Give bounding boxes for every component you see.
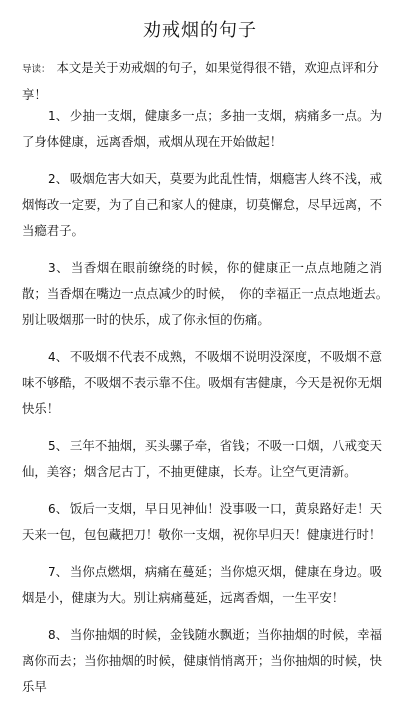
item-number: 5、 bbox=[48, 439, 68, 453]
item-number: 6、 bbox=[48, 502, 68, 516]
item-text: 当你点燃烟，病痛在蔓延；当你熄灭烟，健康在身边。吸烟是小，健康为大。别让病痛蔓延，远离香烟，一生平安！ bbox=[22, 564, 383, 605]
item-number: 4、 bbox=[48, 350, 68, 364]
list-item bbox=[22, 103, 382, 155]
list-item bbox=[22, 496, 382, 548]
list-item bbox=[22, 622, 382, 700]
item-text: 饭后一支烟，早日见神仙！没事吸一口，黄泉路好走！天天来一包，包包藏把刀！敬你一支烟，祝你早归天！健康进行时！ bbox=[22, 501, 383, 542]
item-text: 吸烟危害大如天，莫要为此乱性情，烟瘾害人终不浅，戒烟悔改一定要，为了自己和家人的健康，切莫懈怠，尽早远离，不当瘾君子。 bbox=[22, 171, 383, 238]
item-text: 不吸烟不代表不成熟，不吸烟不说明没深度，不吸烟不意味不够酷，不吸烟不表示靠不住。吸烟有害健康，今天是祝你无烟快乐！ bbox=[22, 349, 383, 416]
list-item bbox=[22, 166, 382, 244]
item-text: 当香烟在眼前缭绕的时候，你的健康正一点点地随之消散；当香烟在嘴边一点点减少的时候， 你的幸福正一点点地逝去。 别让吸烟那一时的快乐，成了你永恒的伤痛。 bbox=[22, 260, 395, 327]
list-item bbox=[22, 255, 395, 333]
list-item bbox=[22, 344, 382, 422]
intro-label: 导读： bbox=[22, 64, 51, 75]
item-number: 8、 bbox=[48, 628, 68, 642]
intro-text: 本文是关于劝戒烟的句子，如果觉得很不错，欢迎点评和分享！ bbox=[22, 60, 379, 102]
item-text: 三年不抽烟，买头骡子牵，省钱；不吸一口烟，八戒变天仙，美容；烟含尼古丁，不抽更健康，长寿。让空气更清新。 bbox=[22, 438, 383, 479]
item-number: 2、 bbox=[48, 172, 68, 186]
list-item bbox=[22, 559, 382, 611]
item-text: 当你抽烟的时候，金钱随水飘逝；当你抽烟的时候，幸福离你而去；当你抽烟的时候，健康悄悄离开；当你抽烟的时候，快乐早 bbox=[22, 627, 383, 694]
item-number: 1、 bbox=[48, 109, 68, 123]
sentence-list bbox=[22, 103, 395, 711]
item-number: 7、 bbox=[48, 565, 68, 579]
item-number: 3、 bbox=[48, 261, 69, 275]
item-text: 少抽一支烟，健康多一点；多抽一支烟，病痛多一点。为了身体健康，远离香烟，戒烟从现在开始做起！ bbox=[22, 108, 383, 149]
list-item bbox=[22, 433, 382, 485]
document-title: 劝戒烟的句子 bbox=[143, 20, 257, 41]
intro-paragraph bbox=[22, 55, 382, 107]
